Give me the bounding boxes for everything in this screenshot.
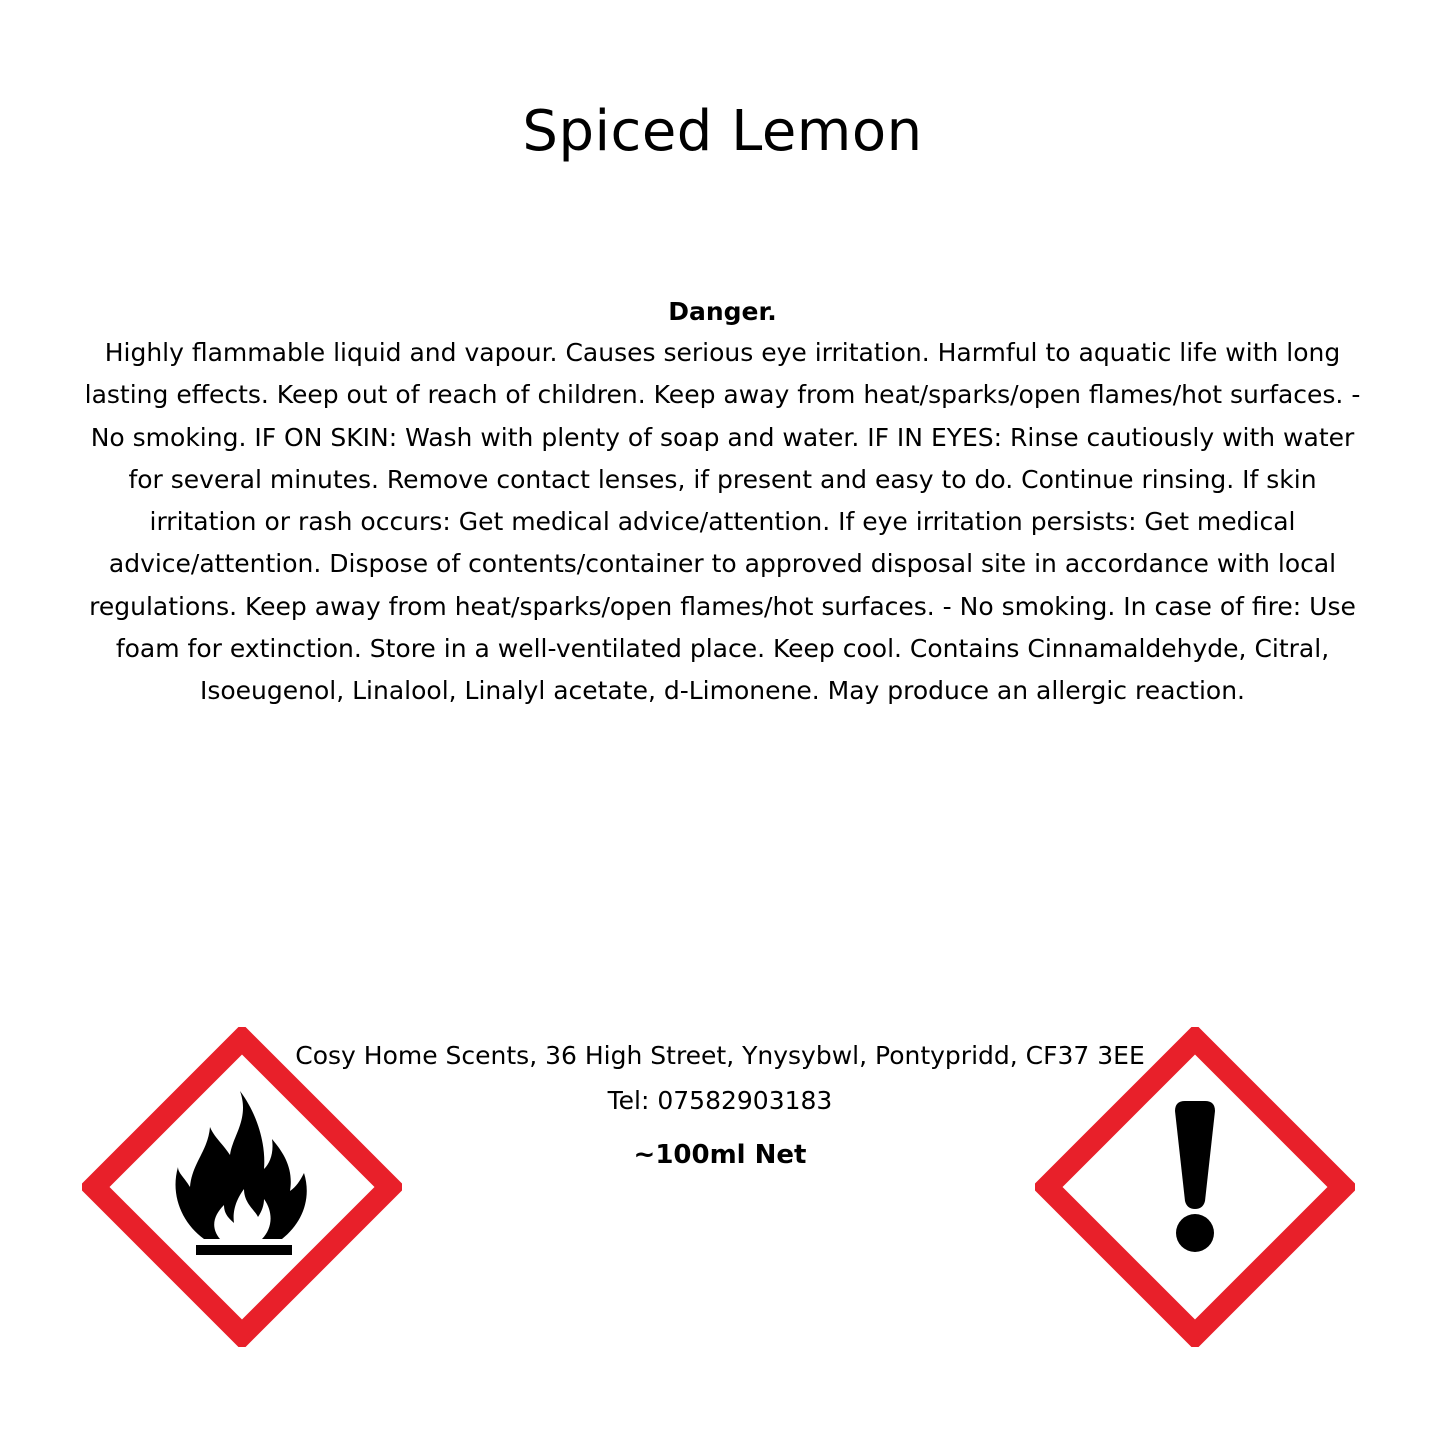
company-telephone: Tel: 07582903183 — [607, 1086, 833, 1115]
signal-word: Danger. — [668, 297, 777, 326]
product-title: Spiced Lemon — [522, 99, 923, 164]
net-volume: ~100ml Net — [633, 1140, 807, 1170]
hazard-statements: Highly flammable liquid and vapour. Causes serious eye irritation. Harmful to aquatic life with long lasting effects. Keep out of reach of children. Keep away from heat/sparks/open flames/hot surfaces. - No smoking. IF ON SKIN: Wash with plenty of soap and water. IF IN EYES: Rinse cautiously with water for several minutes. Remove contact lenses, if present and easy to do. Continue rinsing. If skin irritation or rash occurs: Get medical advice/attention. If eye irritation persists: Get medical advice/attention. Dispose of contents/container to approved disposal site in accordance with local regulations. Keep away from heat/sparks/open flames/hot surfaces. - No smoking. In case of fire: Use foam for extinction. Store in a well-ventilated place. Keep cool. Contains Cinnamaldehyde, Citral, Isoeugenol, Linalool, Linalyl acetate, d-Limonene. May produce an allergic reaction. — [84, 338, 1361, 706]
company-info — [290, 1033, 1150, 1175]
company-address: Cosy Home Scents, 36 High Street, Ynysybwl, Pontypridd, CF37 3EE — [295, 1041, 1145, 1070]
hazard-warning-block — [80, 292, 1365, 713]
exclamation-mark-icon — [1035, 1027, 1355, 1347]
irritant-pictogram — [1035, 1027, 1355, 1347]
